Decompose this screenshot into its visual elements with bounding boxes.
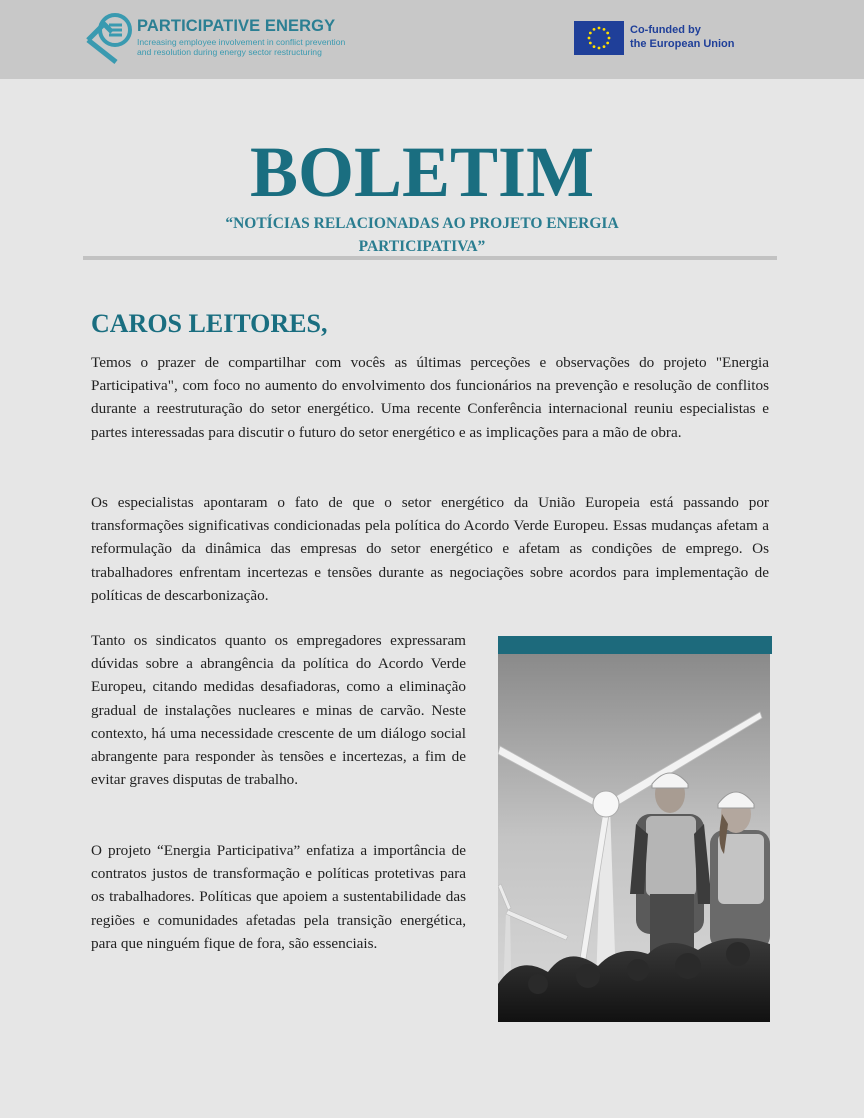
logo-tagline-line2: and resolution during energy sector restructuring bbox=[137, 47, 322, 57]
eu-star bbox=[598, 27, 601, 30]
article-paragraph-1: Temos o prazer de compartilhar com vocês as últimas perceções e observações do projeto "Energia Participativa", com foco no aumento do envolvimento dos funcionários na prevenção e resolução de conflitos durante a reestruturação do setor energético. Uma recente Conferência internacional reuniu especialistas e partes interessadas para discutir o futuro do setor energético e as implicações para a mão de obra. bbox=[91, 354, 769, 441]
newsletter-title: BOLETIM bbox=[249, 132, 595, 212]
eu-star bbox=[603, 28, 606, 31]
eu-star bbox=[608, 37, 611, 40]
eu-star bbox=[589, 42, 592, 45]
participative-energy-logo-icon bbox=[82, 10, 134, 66]
eu-star bbox=[588, 37, 591, 40]
article-heading: CAROS LEITORES, bbox=[91, 309, 328, 338]
article-paragraph-2: Os especialistas apontaram o fato de que o setor energético da União Europeia está passando por transformações significativas condicionadas pela política do Acordo Verde Europeu. Essas mudanças afetam a reformulação da dinâmica das empresas do setor energético e afetam as condições de emprego. Os trabalhadores enfrentam incertezas e tensões durante as negociações sobre acordos para implementação de políticas de descarbonização. bbox=[91, 494, 769, 604]
article-paragraph-3: Tanto os sindicatos quanto os empregadores expressaram dúvidas sobre a abrangência da política do Acordo Verde Europeu, citando medidas desafiadoras, como a eliminação gradual de instalações nucleares e minas de carvão. Neste contexto, há uma necessidade crescente de um diálogo social abrangente para responder às tensões e incertezas, a fim de evitar graves disputas de trabalho. bbox=[91, 632, 466, 789]
newsletter-subtitle: “NOTÍCIAS RELACIONADAS AO PROJETO ENERGIA PARTICIPATIVA” bbox=[225, 215, 619, 255]
eu-star bbox=[593, 45, 596, 48]
photo-accent-bar bbox=[498, 636, 772, 654]
eu-star bbox=[606, 42, 609, 45]
eu-cofunded-label bbox=[630, 23, 735, 51]
eu-label-line1: Co-funded by bbox=[630, 24, 701, 36]
eu-star bbox=[603, 45, 606, 48]
eu-star bbox=[593, 28, 596, 31]
title-divider bbox=[83, 256, 777, 260]
logo-tagline-line1: Increasing employee involvement in conflict prevention bbox=[137, 37, 346, 47]
eu-flag-icon bbox=[574, 21, 624, 55]
page-header bbox=[0, 0, 864, 79]
article-paragraph-4: O projeto “Energia Participativa” enfatiza a importância de contratos justos de transformação e políticas protetivas para os trabalhadores. Políticas que apoiem a sustentabilidade das regiões e comunidades afetadas pela transição energética, para que ninguém fique de fora, são essenciais. bbox=[91, 842, 466, 952]
eu-label-line2: the European Union bbox=[630, 38, 735, 50]
wind-turbine-workers-photo bbox=[498, 654, 770, 1022]
eu-star bbox=[598, 47, 601, 50]
logo-tagline bbox=[137, 37, 345, 57]
eu-star bbox=[606, 32, 609, 35]
logo-title: PARTICIPATIVE ENERGY bbox=[137, 17, 336, 35]
eu-star bbox=[589, 32, 592, 35]
